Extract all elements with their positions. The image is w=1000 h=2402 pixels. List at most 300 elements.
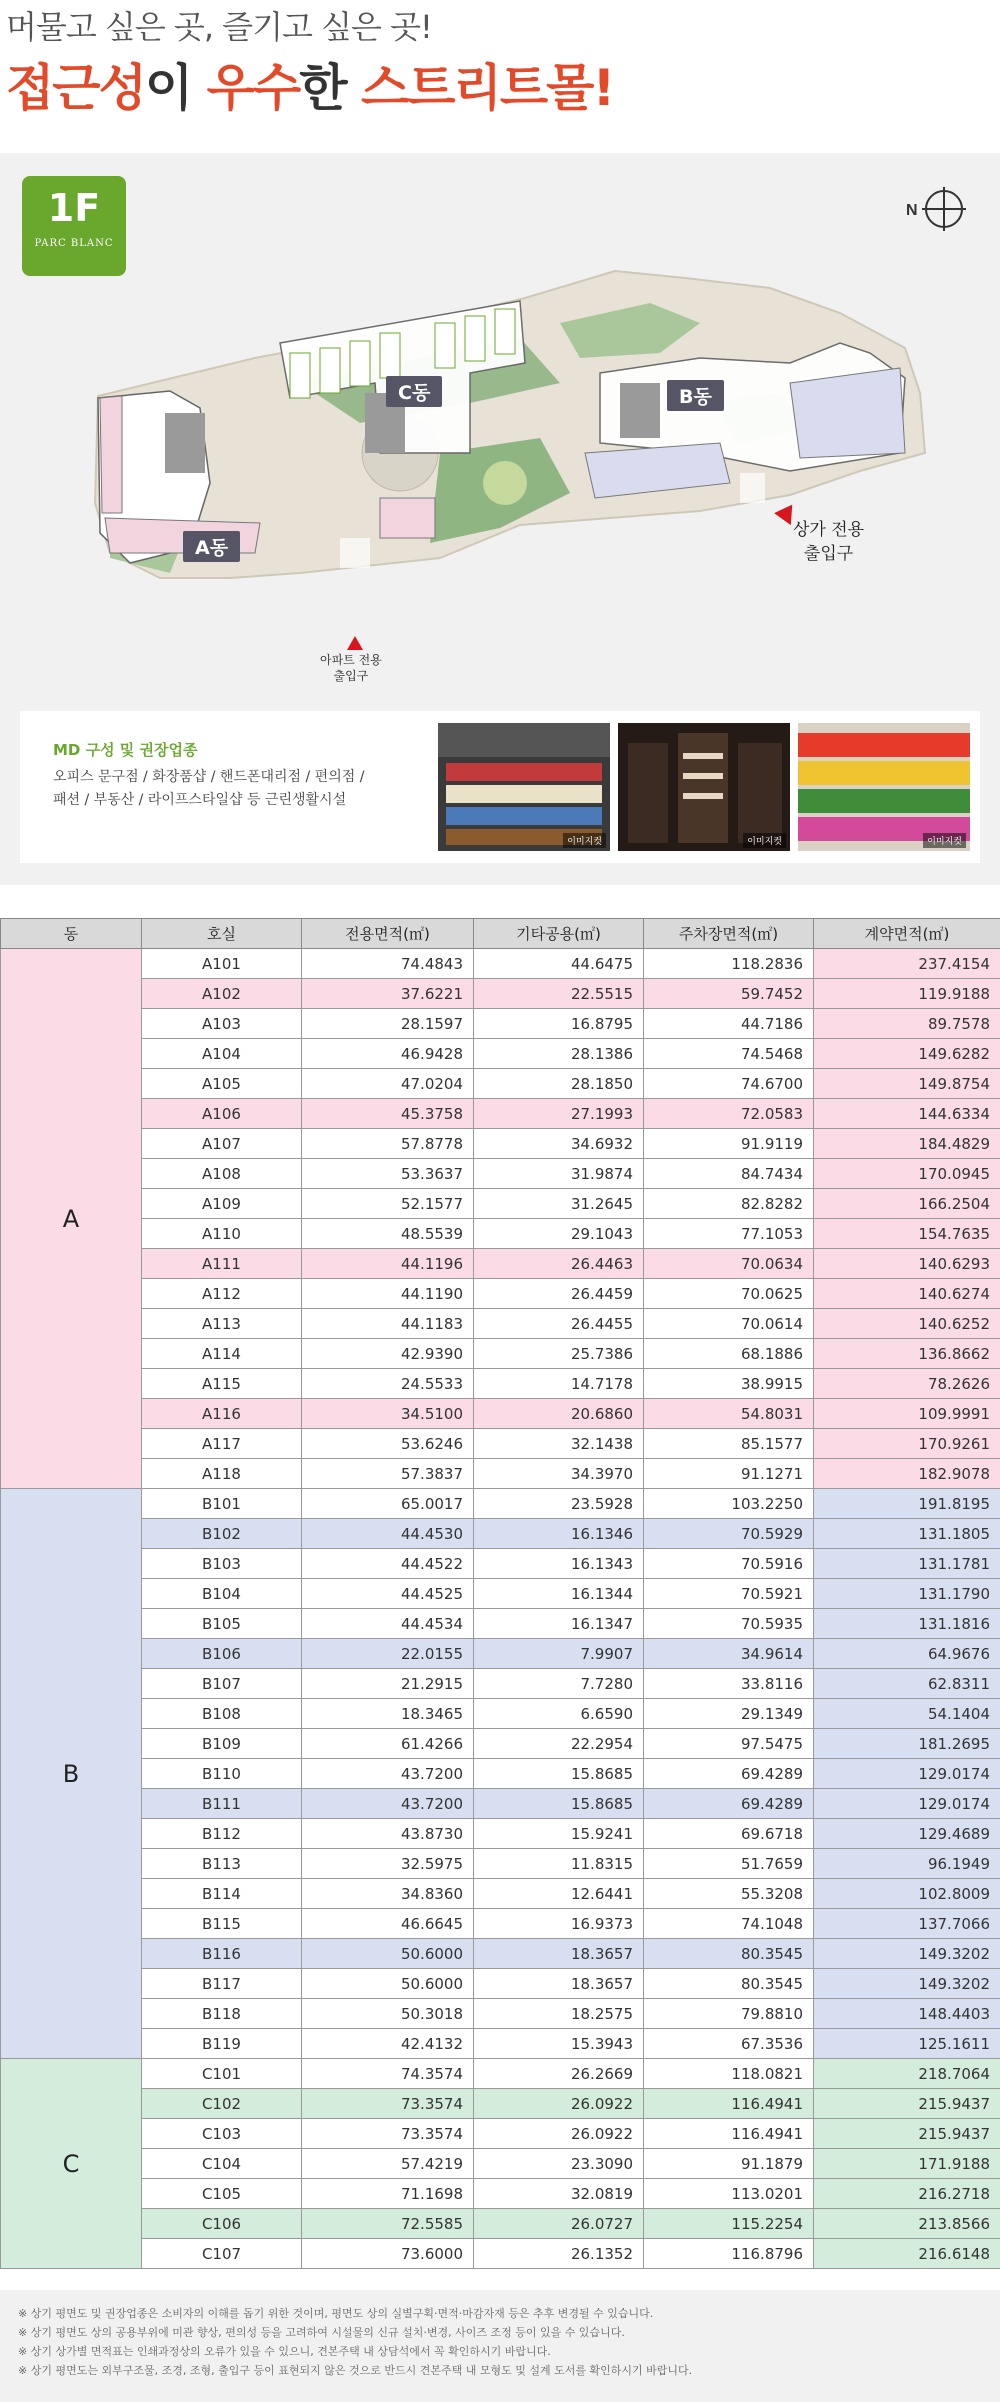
unit-cell: A103 <box>142 1009 302 1039</box>
other-common-cell: 15.3943 <box>474 2029 644 2059</box>
other-common-cell: 6.6590 <box>474 1699 644 1729</box>
other-common-cell: 22.5515 <box>474 979 644 1009</box>
building-label-c: C동 <box>386 376 442 407</box>
unit-cell: B114 <box>142 1879 302 1909</box>
other-common-cell: 26.4459 <box>474 1279 644 1309</box>
parking-area-cell: 70.0634 <box>644 1249 814 1279</box>
table-row <box>1 1069 1000 1099</box>
contract-area-cell: 140.6274 <box>814 1279 1000 1309</box>
table-row <box>1 1519 1000 1549</box>
contract-area-cell: 62.8311 <box>814 1669 1000 1699</box>
contract-area-cell: 129.4689 <box>814 1819 1000 1849</box>
contract-area-cell: 131.1805 <box>814 1519 1000 1549</box>
contract-area-cell: 102.8009 <box>814 1879 1000 1909</box>
exclusive-area-cell: 18.3465 <box>302 1699 474 1729</box>
parking-area-cell: 29.1349 <box>644 1699 814 1729</box>
contract-area-cell: 129.0174 <box>814 1789 1000 1819</box>
unit-cell: A108 <box>142 1159 302 1189</box>
contract-area-cell: 137.7066 <box>814 1909 1000 1939</box>
exclusive-area-cell: 43.7200 <box>302 1759 474 1789</box>
exclusive-area-cell: 44.4525 <box>302 1579 474 1609</box>
md-title: MD 구성 및 권장업종 <box>53 741 198 759</box>
exclusive-area-cell: 74.3574 <box>302 2059 474 2089</box>
table-row <box>1 2209 1000 2239</box>
unit-cell: A102 <box>142 979 302 1009</box>
exclusive-area-cell: 73.3574 <box>302 2089 474 2119</box>
other-common-cell: 16.1344 <box>474 1579 644 1609</box>
table-row <box>1 1489 1000 1519</box>
unit-cell: B115 <box>142 1909 302 1939</box>
parking-area-cell: 116.8796 <box>644 2239 814 2269</box>
other-common-cell: 18.3657 <box>474 1939 644 1969</box>
table-row <box>1 1759 1000 1789</box>
contract-area-cell: 149.6282 <box>814 1039 1000 1069</box>
parking-area-cell: 77.1053 <box>644 1219 814 1249</box>
exclusive-area-cell: 72.5585 <box>302 2209 474 2239</box>
compass-icon <box>904 185 968 237</box>
unit-cell: B113 <box>142 1849 302 1879</box>
other-common-cell: 12.6441 <box>474 1879 644 1909</box>
unit-cell: B109 <box>142 1729 302 1759</box>
table-row <box>1 1159 1000 1189</box>
hero-section <box>0 0 1000 140</box>
unit-cell: B105 <box>142 1609 302 1639</box>
contract-area-cell: 181.2695 <box>814 1729 1000 1759</box>
unit-cell: C104 <box>142 2149 302 2179</box>
parking-area-cell: 91.9119 <box>644 1129 814 1159</box>
other-common-cell: 34.6932 <box>474 1129 644 1159</box>
parking-area-cell: 80.3545 <box>644 1939 814 1969</box>
unit-cell: A117 <box>142 1429 302 1459</box>
parking-area-cell: 84.7434 <box>644 1159 814 1189</box>
parking-area-cell: 80.3545 <box>644 1969 814 1999</box>
exclusive-area-cell: 21.2915 <box>302 1669 474 1699</box>
unit-cell: C106 <box>142 2209 302 2239</box>
table-row <box>1 2149 1000 2179</box>
other-common-cell: 34.3970 <box>474 1459 644 1489</box>
photo-convenience-store <box>798 723 970 851</box>
floor-badge <box>22 176 126 276</box>
other-common-cell: 26.4463 <box>474 1249 644 1279</box>
unit-cell: B110 <box>142 1759 302 1789</box>
contract-area-cell: 144.6334 <box>814 1099 1000 1129</box>
other-common-cell: 16.9373 <box>474 1909 644 1939</box>
parking-area-cell: 69.6718 <box>644 1819 814 1849</box>
exclusive-area-cell: 46.9428 <box>302 1039 474 1069</box>
exclusive-area-cell: 37.6221 <box>302 979 474 1009</box>
contract-area-cell: 154.7635 <box>814 1219 1000 1249</box>
exclusive-area-cell: 74.4843 <box>302 949 474 979</box>
table-row <box>1 1549 1000 1579</box>
table-row <box>1 2089 1000 2119</box>
parking-area-cell: 116.4941 <box>644 2089 814 2119</box>
unit-cell: B116 <box>142 1939 302 1969</box>
dong-cell: C <box>1 2059 142 2269</box>
contract-area-cell: 170.0945 <box>814 1159 1000 1189</box>
table-row <box>1 1669 1000 1699</box>
parking-area-cell: 44.7186 <box>644 1009 814 1039</box>
parking-area-cell: 55.3208 <box>644 1879 814 1909</box>
other-common-cell: 14.7178 <box>474 1369 644 1399</box>
table-row <box>1 2059 1000 2089</box>
table-row <box>1 949 1000 979</box>
contract-area-cell: 131.1781 <box>814 1549 1000 1579</box>
md-body <box>53 766 433 812</box>
exclusive-area-cell: 50.3018 <box>302 1999 474 2029</box>
exclusive-area-cell: 57.3837 <box>302 1459 474 1489</box>
contract-area-cell: 170.9261 <box>814 1429 1000 1459</box>
table-row <box>1 1369 1000 1399</box>
other-common-cell: 25.7386 <box>474 1339 644 1369</box>
table-row <box>1 1819 1000 1849</box>
unit-cell: A112 <box>142 1279 302 1309</box>
disclaimer-notes <box>0 2290 1000 2402</box>
table-row <box>1 1429 1000 1459</box>
contract-area-cell: 109.9991 <box>814 1399 1000 1429</box>
retail-entrance-label <box>793 518 864 566</box>
unit-cell: C102 <box>142 2089 302 2119</box>
table-row <box>1 1459 1000 1489</box>
dong-cell: B <box>1 1489 142 2059</box>
other-common-cell: 28.1850 <box>474 1069 644 1099</box>
exclusive-area-cell: 53.6246 <box>302 1429 474 1459</box>
unit-cell: B102 <box>142 1519 302 1549</box>
other-common-cell: 32.0819 <box>474 2179 644 2209</box>
table-row <box>1 1219 1000 1249</box>
unit-cell: A101 <box>142 949 302 979</box>
exclusive-area-cell: 44.4530 <box>302 1519 474 1549</box>
header-dong: 동 <box>1 919 142 949</box>
other-common-cell: 26.4455 <box>474 1309 644 1339</box>
unit-cell: B106 <box>142 1639 302 1669</box>
contract-area-cell: 64.9676 <box>814 1639 1000 1669</box>
hero-title-accent-3: 스트리트몰! <box>360 59 614 117</box>
table-row <box>1 1699 1000 1729</box>
apartment-entrance-arrow-icon <box>347 636 363 650</box>
contract-area-cell: 89.7578 <box>814 1009 1000 1039</box>
exclusive-area-cell: 50.6000 <box>302 1969 474 1999</box>
table-row <box>1 1099 1000 1129</box>
contract-area-cell: 148.4403 <box>814 1999 1000 2029</box>
note-3: ※ 상기 상가별 면적표는 인쇄과정상의 오류가 있을 수 있으니, 견본주택 내 상담석에서 꼭 확인하시기 바랍니다. <box>18 2345 551 2358</box>
parking-area-cell: 91.1271 <box>644 1459 814 1489</box>
exclusive-area-cell: 44.1183 <box>302 1309 474 1339</box>
photo-stationery <box>438 723 610 851</box>
parking-area-cell: 82.8282 <box>644 1189 814 1219</box>
hero-title-text-2: 한 <box>299 59 361 117</box>
apartment-entrance-label <box>320 652 382 684</box>
apartment-entrance-line1: 아파트 전용 <box>320 653 382 667</box>
other-common-cell: 16.1343 <box>474 1549 644 1579</box>
table-row <box>1 2239 1000 2269</box>
floor-map-section <box>0 153 1000 885</box>
exclusive-area-cell: 71.1698 <box>302 2179 474 2209</box>
parking-area-cell: 118.2836 <box>644 949 814 979</box>
photo-cosmetics <box>618 723 790 851</box>
unit-cell: B118 <box>142 1999 302 2029</box>
unit-cell: B112 <box>142 1819 302 1849</box>
exclusive-area-cell: 46.6645 <box>302 1909 474 1939</box>
parking-area-cell: 118.0821 <box>644 2059 814 2089</box>
other-common-cell: 31.9874 <box>474 1159 644 1189</box>
table-group-a <box>1 949 1000 1489</box>
parking-area-cell: 70.5935 <box>644 1609 814 1639</box>
unit-cell: B108 <box>142 1699 302 1729</box>
table-row <box>1 1879 1000 1909</box>
contract-area-cell: 131.1816 <box>814 1609 1000 1639</box>
unit-cell: A116 <box>142 1399 302 1429</box>
parking-area-cell: 67.3536 <box>644 2029 814 2059</box>
contract-area-cell: 216.6148 <box>814 2239 1000 2269</box>
parking-area-cell: 38.9915 <box>644 1369 814 1399</box>
exclusive-area-cell: 43.7200 <box>302 1789 474 1819</box>
contract-area-cell: 215.9437 <box>814 2089 1000 2119</box>
other-common-cell: 29.1043 <box>474 1219 644 1249</box>
building-label-a: A동 <box>183 531 240 562</box>
parking-area-cell: 51.7659 <box>644 1849 814 1879</box>
parking-area-cell: 116.4941 <box>644 2119 814 2149</box>
other-common-cell: 31.2645 <box>474 1189 644 1219</box>
exclusive-area-cell: 32.5975 <box>302 1849 474 1879</box>
unit-cell: B111 <box>142 1789 302 1819</box>
parking-area-cell: 70.0625 <box>644 1279 814 1309</box>
parking-area-cell: 72.0583 <box>644 1099 814 1129</box>
other-common-cell: 15.9241 <box>474 1819 644 1849</box>
note-4: ※ 상기 평면도는 외부구조물, 조경, 조형, 출입구 등이 표현되지 않은 것으로 반드시 견본주택 내 모형도 및 설계 도서를 확인하시기 바랍니다. <box>18 2364 693 2377</box>
parking-area-cell: 54.8031 <box>644 1399 814 1429</box>
photo-caption: 이미지컷 <box>743 833 786 848</box>
contract-area-cell: 149.3202 <box>814 1969 1000 1999</box>
hero-subtitle: 머물고 싶은 곳, 즐기고 싶은 곳! <box>6 8 432 46</box>
exclusive-area-cell: 45.3758 <box>302 1099 474 1129</box>
contract-area-cell: 140.6293 <box>814 1249 1000 1279</box>
exclusive-area-cell: 61.4266 <box>302 1729 474 1759</box>
parking-area-cell: 115.2254 <box>644 2209 814 2239</box>
exclusive-area-cell: 44.1196 <box>302 1249 474 1279</box>
table-row <box>1 1729 1000 1759</box>
floor-plan-map <box>0 153 1000 693</box>
hero-title-accent-2: 우수 <box>206 59 300 117</box>
table-header-row <box>1 919 1000 949</box>
dong-cell: A <box>1 949 142 1489</box>
note-1: ※ 상기 평면도 및 권장업종은 소비자의 이해를 돕기 위한 것이며, 평면도 상의 실별구획·면적·마감자재 등은 추후 변경될 수 있습니다. <box>18 2307 654 2320</box>
header-exclusive-area: 전용면적(㎡) <box>302 919 474 949</box>
area-table <box>0 918 1000 2269</box>
other-common-cell: 15.8685 <box>474 1759 644 1789</box>
unit-cell: A110 <box>142 1219 302 1249</box>
table-group-c <box>1 2059 1000 2269</box>
contract-area-cell: 237.4154 <box>814 949 1000 979</box>
other-common-cell: 27.1993 <box>474 1099 644 1129</box>
other-common-cell: 26.0727 <box>474 2209 644 2239</box>
photo-caption: 이미지컷 <box>563 833 606 848</box>
unit-cell: A113 <box>142 1309 302 1339</box>
contract-area-cell: 184.4829 <box>814 1129 1000 1159</box>
exclusive-area-cell: 34.8360 <box>302 1879 474 1909</box>
unit-cell: B119 <box>142 2029 302 2059</box>
other-common-cell: 44.6475 <box>474 949 644 979</box>
contract-area-cell: 216.2718 <box>814 2179 1000 2209</box>
unit-cell: A115 <box>142 1369 302 1399</box>
parking-area-cell: 33.8116 <box>644 1669 814 1699</box>
other-common-cell: 23.3090 <box>474 2149 644 2179</box>
table-row <box>1 1939 1000 1969</box>
exclusive-area-cell: 53.3637 <box>302 1159 474 1189</box>
area-table-section <box>0 918 1000 2269</box>
table-row <box>1 1129 1000 1159</box>
parking-area-cell: 74.5468 <box>644 1039 814 1069</box>
table-row <box>1 1309 1000 1339</box>
hero-title-accent-1: 접근성 <box>6 59 145 117</box>
table-row <box>1 1189 1000 1219</box>
exclusive-area-cell: 73.6000 <box>302 2239 474 2269</box>
table-row <box>1 979 1000 1009</box>
other-common-cell: 26.0922 <box>474 2119 644 2149</box>
md-line-1: 오피스 문구점 / 화장품샵 / 핸드폰대리점 / 편의점 / <box>53 769 365 785</box>
unit-cell: C107 <box>142 2239 302 2269</box>
table-row <box>1 1279 1000 1309</box>
table-row <box>1 1249 1000 1279</box>
md-text <box>53 739 433 812</box>
parking-area-cell: 70.5929 <box>644 1519 814 1549</box>
contract-area-cell: 78.2626 <box>814 1369 1000 1399</box>
table-row <box>1 1039 1000 1069</box>
contract-area-cell: 54.1404 <box>814 1699 1000 1729</box>
other-common-cell: 20.6860 <box>474 1399 644 1429</box>
contract-area-cell: 213.8566 <box>814 2209 1000 2239</box>
contract-area-cell: 171.9188 <box>814 2149 1000 2179</box>
parking-area-cell: 70.0614 <box>644 1309 814 1339</box>
exclusive-area-cell: 24.5533 <box>302 1369 474 1399</box>
exclusive-area-cell: 44.1190 <box>302 1279 474 1309</box>
building-label-b: B동 <box>667 380 724 411</box>
contract-area-cell: 149.3202 <box>814 1939 1000 1969</box>
contract-area-cell: 125.1611 <box>814 2029 1000 2059</box>
exclusive-area-cell: 65.0017 <box>302 1489 474 1519</box>
other-common-cell: 7.9907 <box>474 1639 644 1669</box>
table-row <box>1 1909 1000 1939</box>
exclusive-area-cell: 28.1597 <box>302 1009 474 1039</box>
header-unit: 호실 <box>142 919 302 949</box>
contract-area-cell: 96.1949 <box>814 1849 1000 1879</box>
unit-cell: A105 <box>142 1069 302 1099</box>
table-row <box>1 2179 1000 2209</box>
contract-area-cell: 140.6252 <box>814 1309 1000 1339</box>
exclusive-area-cell: 48.5539 <box>302 1219 474 1249</box>
parking-area-cell: 70.5921 <box>644 1579 814 1609</box>
parking-area-cell: 70.5916 <box>644 1549 814 1579</box>
exclusive-area-cell: 52.1577 <box>302 1189 474 1219</box>
other-common-cell: 15.8685 <box>474 1789 644 1819</box>
table-row <box>1 1009 1000 1039</box>
other-common-cell: 16.1346 <box>474 1519 644 1549</box>
other-common-cell: 23.5928 <box>474 1489 644 1519</box>
unit-cell: C101 <box>142 2059 302 2089</box>
contract-area-cell: 182.9078 <box>814 1459 1000 1489</box>
table-row <box>1 2029 1000 2059</box>
exclusive-area-cell: 22.0155 <box>302 1639 474 1669</box>
unit-cell: A109 <box>142 1189 302 1219</box>
hero-title-text-1: 이 <box>144 59 207 117</box>
exclusive-area-cell: 44.4534 <box>302 1609 474 1639</box>
unit-cell: A107 <box>142 1129 302 1159</box>
unit-cell: B101 <box>142 1489 302 1519</box>
other-common-cell: 26.2669 <box>474 2059 644 2089</box>
other-common-cell: 18.2575 <box>474 1999 644 2029</box>
parking-area-cell: 68.1886 <box>644 1339 814 1369</box>
table-row <box>1 1789 1000 1819</box>
unit-cell: C103 <box>142 2119 302 2149</box>
table-row <box>1 1849 1000 1879</box>
exclusive-area-cell: 50.6000 <box>302 1939 474 1969</box>
unit-cell: B104 <box>142 1579 302 1609</box>
md-info-box <box>20 711 980 863</box>
other-common-cell: 11.8315 <box>474 1849 644 1879</box>
hero-title <box>6 48 613 120</box>
parking-area-cell: 74.6700 <box>644 1069 814 1099</box>
floor-plan-drawing <box>0 153 1000 693</box>
parking-area-cell: 34.9614 <box>644 1639 814 1669</box>
contract-area-cell: 136.8662 <box>814 1339 1000 1369</box>
other-common-cell: 26.0922 <box>474 2089 644 2119</box>
parking-area-cell: 91.1879 <box>644 2149 814 2179</box>
md-line-2: 패션 / 부동산 / 라이프스타일샵 등 근린생활시설 <box>53 792 347 808</box>
contract-area-cell: 218.7064 <box>814 2059 1000 2089</box>
note-2: ※ 상기 평면도 상의 공용부위에 미관 향상, 편의성 등을 고려하여 시설물의 신규 설치·변경, 사이즈 조정 등이 있을 수 있습니다. <box>18 2326 625 2339</box>
brand-logo: PARC BLANC <box>34 238 114 249</box>
table-row <box>1 1579 1000 1609</box>
unit-cell: A104 <box>142 1039 302 1069</box>
header-other-common: 기타공용(㎡) <box>474 919 644 949</box>
parking-area-cell: 85.1577 <box>644 1429 814 1459</box>
unit-cell: B107 <box>142 1669 302 1699</box>
retail-entrance-line2: 출입구 <box>803 544 854 564</box>
exclusive-area-cell: 34.5100 <box>302 1399 474 1429</box>
apartment-entrance-line2: 출입구 <box>333 669 369 683</box>
other-common-cell: 26.1352 <box>474 2239 644 2269</box>
contract-area-cell: 191.8195 <box>814 1489 1000 1519</box>
parking-area-cell: 97.5475 <box>644 1729 814 1759</box>
other-common-cell: 18.3657 <box>474 1969 644 1999</box>
parking-area-cell: 113.0201 <box>644 2179 814 2209</box>
parking-area-cell: 79.8810 <box>644 1999 814 2029</box>
other-common-cell: 32.1438 <box>474 1429 644 1459</box>
header-contract-area: 계약면적(㎡) <box>814 919 1000 949</box>
parking-area-cell: 59.7452 <box>644 979 814 1009</box>
table-row <box>1 1609 1000 1639</box>
contract-area-cell: 131.1790 <box>814 1579 1000 1609</box>
exclusive-area-cell: 57.4219 <box>302 2149 474 2179</box>
exclusive-area-cell: 44.4522 <box>302 1549 474 1579</box>
parking-area-cell: 69.4289 <box>644 1789 814 1819</box>
unit-cell: C105 <box>142 2179 302 2209</box>
photo-caption: 이미지컷 <box>923 833 966 848</box>
compass-north-label: N <box>906 202 918 219</box>
table-row <box>1 1969 1000 1999</box>
other-common-cell: 28.1386 <box>474 1039 644 1069</box>
contract-area-cell: 129.0174 <box>814 1759 1000 1789</box>
header-parking-area: 주차장면적(㎡) <box>644 919 814 949</box>
retail-entrance-line1: 상가 전용 <box>793 520 865 540</box>
unit-cell: A114 <box>142 1339 302 1369</box>
unit-cell: A106 <box>142 1099 302 1129</box>
contract-area-cell: 215.9437 <box>814 2119 1000 2149</box>
table-row <box>1 1339 1000 1369</box>
unit-cell: B103 <box>142 1549 302 1579</box>
table-row <box>1 1399 1000 1429</box>
table-group-b <box>1 1489 1000 2059</box>
exclusive-area-cell: 42.9390 <box>302 1339 474 1369</box>
